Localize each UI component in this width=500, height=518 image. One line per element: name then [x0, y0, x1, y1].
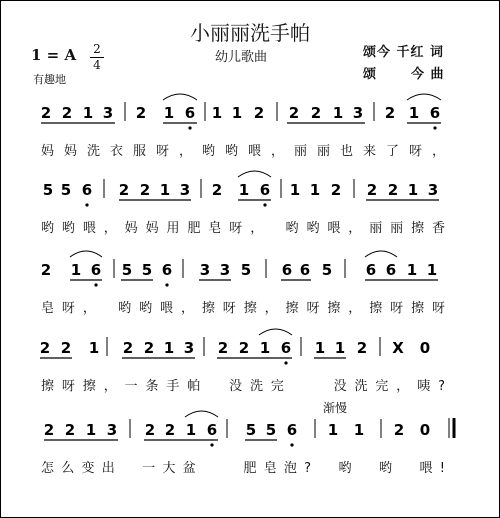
- note: 2: [393, 421, 405, 439]
- note: 1: [163, 339, 175, 357]
- note: 2: [310, 104, 322, 122]
- note: 2: [135, 104, 147, 122]
- note: 1: [334, 339, 346, 357]
- tempo-mark: 渐慢: [323, 401, 348, 415]
- note: 1: [70, 261, 82, 279]
- note: 1: [88, 339, 100, 357]
- note: 2: [64, 421, 76, 439]
- note: 5: [42, 181, 54, 199]
- note: 6: [90, 261, 102, 279]
- note: 0: [419, 421, 431, 439]
- note: 1: [309, 181, 321, 199]
- note: 5: [265, 421, 277, 439]
- note: 6: [281, 261, 293, 279]
- note: 2: [139, 181, 151, 199]
- octave-dot: [263, 203, 266, 206]
- octave-dot: [284, 361, 287, 364]
- note: 2: [118, 181, 130, 199]
- note: 5: [121, 261, 133, 279]
- note: 2: [43, 421, 55, 439]
- note: 2: [61, 104, 73, 122]
- note: 1: [238, 181, 250, 199]
- time-signature-numerator: 2: [93, 42, 101, 56]
- note: 2: [40, 104, 52, 122]
- note: 6: [429, 104, 441, 122]
- slur-arc: [163, 94, 197, 100]
- octave-dot: [433, 126, 436, 129]
- note: 2: [217, 339, 229, 357]
- octave-dot: [85, 203, 88, 206]
- slur-arc: [259, 329, 292, 335]
- lyrics-line: 皂呀， 哟哟喂，擦呀擦，擦呀擦，擦呀擦呀: [41, 301, 445, 316]
- note: 1: [185, 421, 197, 439]
- note: 3: [219, 261, 231, 279]
- note: 2: [143, 339, 155, 357]
- note: 1: [82, 104, 94, 122]
- song-subtitle: 幼儿歌曲: [215, 50, 268, 65]
- note: 6: [286, 421, 298, 439]
- note: 5: [60, 181, 72, 199]
- lyrics-line: 妈妈洗衣服呀，哟哟喂，丽丽也来了呀，: [41, 144, 446, 159]
- note: 1: [327, 421, 339, 439]
- note: 2: [253, 104, 265, 122]
- note: 2: [387, 181, 399, 199]
- note: 2: [330, 181, 342, 199]
- note: 3: [427, 181, 439, 199]
- note: 6: [206, 421, 218, 439]
- note: 5: [245, 421, 257, 439]
- note: 2: [122, 339, 134, 357]
- note: 2: [40, 261, 52, 279]
- lyrics-line: 怎么变出 一大盆 肥皂泡? 哟 哟 喂!: [41, 461, 445, 476]
- note: 1: [159, 181, 171, 199]
- time-signature-denominator: 4: [93, 58, 101, 72]
- note: 6: [184, 104, 196, 122]
- note: 2: [144, 421, 156, 439]
- note: 3: [183, 339, 195, 357]
- notation-area: [1, 1, 499, 517]
- key-signature: 1 = A: [31, 46, 77, 64]
- composer-name: 颂: [363, 67, 378, 82]
- note: 0: [419, 339, 431, 357]
- note: 3: [352, 104, 364, 122]
- composer-suffix: 今 曲: [411, 67, 445, 82]
- lyricist-credit: 颂今 千红 词: [363, 45, 445, 60]
- note: 1: [426, 261, 438, 279]
- note: 3: [106, 421, 118, 439]
- note: 1: [408, 104, 420, 122]
- note: 6: [259, 181, 271, 199]
- octave-dot: [210, 443, 213, 446]
- song-title: 小丽丽洗手帕: [190, 21, 310, 45]
- note: 1: [407, 181, 419, 199]
- note: 6: [385, 261, 397, 279]
- note: 1: [163, 104, 175, 122]
- slur-arc: [70, 251, 102, 257]
- slur-arc: [407, 94, 441, 100]
- note: 6: [81, 181, 93, 199]
- note: 1: [406, 261, 418, 279]
- lyrics-line: 哟哟喂，妈妈用肥皂呀， 哟哟喂，丽丽擦香: [41, 221, 445, 236]
- octave-dot: [165, 283, 168, 286]
- note: X: [392, 339, 404, 357]
- octave-dot: [290, 443, 293, 446]
- note: 2: [164, 421, 176, 439]
- note: 6: [299, 261, 311, 279]
- note: 1: [314, 339, 326, 357]
- expression-mark: 有趣地: [33, 73, 66, 86]
- note: 5: [321, 261, 333, 279]
- note: 5: [240, 261, 252, 279]
- note: 2: [60, 339, 72, 357]
- note: 2: [288, 104, 300, 122]
- note: 6: [280, 339, 292, 357]
- note: 6: [161, 261, 173, 279]
- note: 2: [366, 181, 378, 199]
- note: 2: [384, 104, 396, 122]
- slur-arc: [365, 251, 397, 257]
- octave-dot: [188, 126, 191, 129]
- note: 2: [39, 339, 51, 357]
- slur-arc: [238, 171, 271, 177]
- note: 1: [289, 181, 301, 199]
- note: 1: [332, 104, 344, 122]
- note: 1: [211, 104, 223, 122]
- note: 1: [353, 421, 365, 439]
- slur-arc: [185, 411, 218, 417]
- note: 1: [85, 421, 97, 439]
- note: 5: [141, 261, 153, 279]
- note: 2: [356, 339, 368, 357]
- lyrics-line: 擦呀擦，一条手帕 没洗完 没洗完，咦?: [41, 379, 445, 394]
- note: 3: [179, 181, 191, 199]
- note: 2: [238, 339, 250, 357]
- note: 2: [211, 181, 223, 199]
- note: 1: [259, 339, 271, 357]
- note: 3: [102, 104, 114, 122]
- note: 3: [199, 261, 211, 279]
- note: 6: [365, 261, 377, 279]
- octave-dot: [94, 283, 97, 286]
- note: 1: [231, 104, 243, 122]
